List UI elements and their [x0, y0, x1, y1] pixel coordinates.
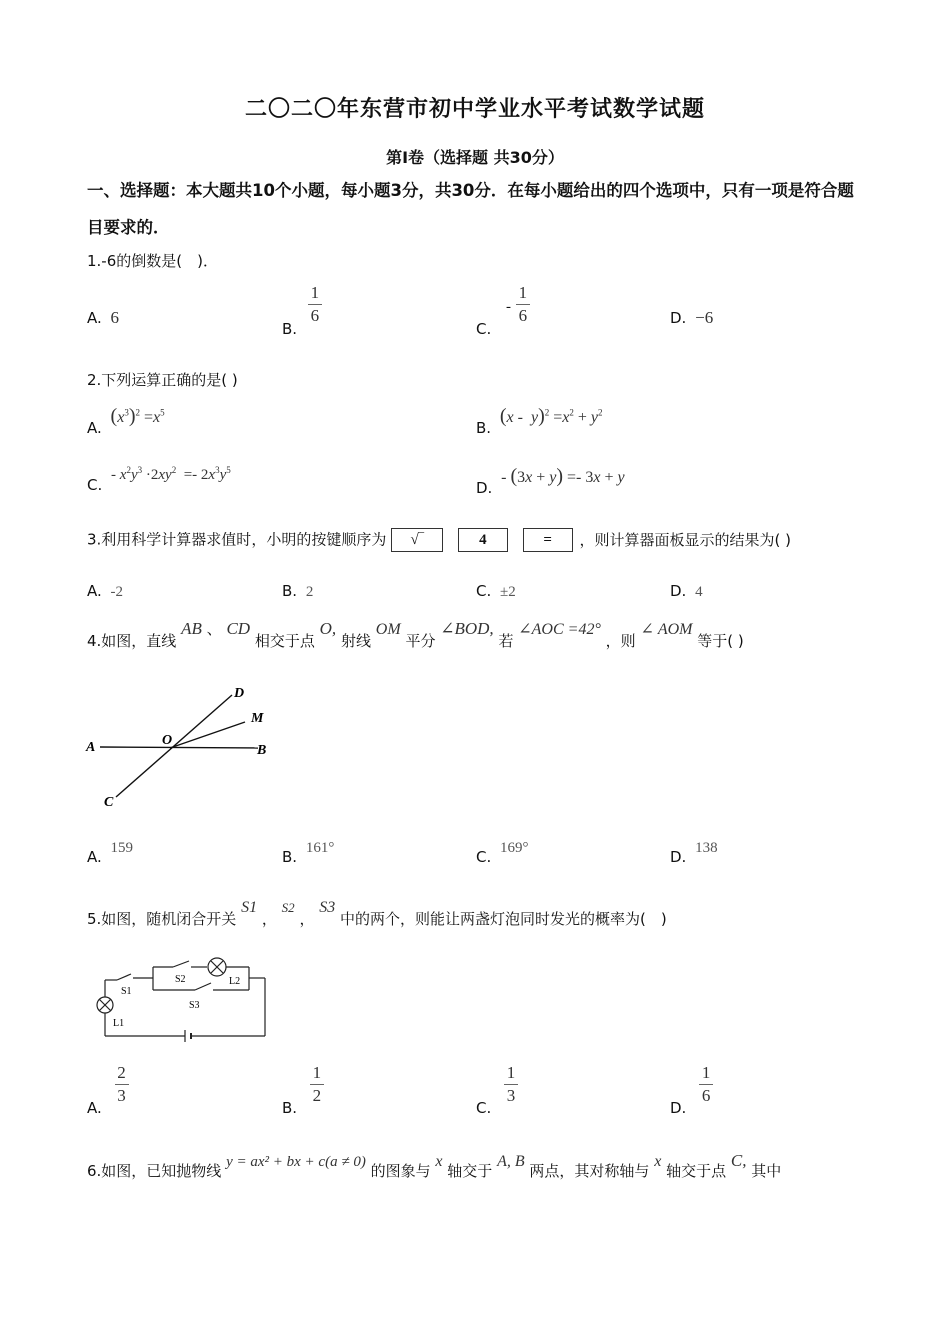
stem-text: 中的两个，则能让两盏灯泡同时发光的概率为( ): [340, 910, 667, 928]
numerator: 1: [310, 283, 320, 302]
option-label: D.: [670, 848, 687, 866]
fraction-bar: [115, 1084, 129, 1085]
line-ab: AB: [181, 619, 202, 638]
q2-option-b-expression: $(x - y)^2 =x^2 + y^2$: [499, 405, 603, 427]
option-label: C.: [476, 848, 492, 866]
equals-key: =: [523, 528, 573, 552]
q5-option-b: [282, 1063, 324, 1117]
label-s2: S2: [175, 974, 186, 985]
four-key: 4: [458, 528, 508, 552]
q2-option-c-expression: - $x^2y^3 \cdot 2xy^2 =- 2x^3y^5$: [111, 465, 231, 483]
numerator: 1: [701, 1063, 711, 1082]
option-fraction: [699, 1064, 713, 1105]
stem-text: 其中: [751, 1162, 782, 1180]
option-label: B.: [476, 419, 492, 437]
q3-stem-after: ，则计算器面板显示的结果为( ): [579, 530, 791, 549]
denominator: 6: [518, 305, 528, 325]
stem-text: 轴交于点: [666, 1162, 727, 1180]
q1-option-c-fraction: [516, 284, 530, 325]
fraction-bar: [308, 304, 322, 305]
option-label: C.: [87, 476, 103, 494]
option-label: D.: [476, 479, 493, 497]
point-o: O,: [319, 619, 337, 638]
stem-text: 、: [206, 620, 222, 638]
label-s3: S3: [189, 1000, 200, 1011]
question-4-stem: [87, 618, 744, 650]
option-label: D.: [670, 582, 687, 600]
option-label: B.: [282, 1098, 298, 1117]
option-value: ±2: [500, 584, 516, 600]
option-label: A.: [87, 309, 102, 327]
denominator: 3: [506, 1085, 516, 1105]
denominator: 2: [312, 1085, 322, 1105]
q1-option-b: [282, 283, 322, 338]
option-value: 2: [305, 584, 314, 600]
option-fraction: [115, 1064, 129, 1105]
x-axis: x: [654, 1153, 662, 1170]
question-2-stem: 2.下列运算正确的是( ): [87, 371, 238, 389]
parabola-equation: y = ax² + bx + c(a ≠ 0): [226, 1154, 366, 1170]
q1-option-c: [476, 283, 530, 338]
fraction-bar: [504, 1084, 518, 1085]
q1-option-b-fraction: [308, 284, 322, 325]
stem-text: 等于( ): [697, 632, 744, 650]
denominator: 6: [701, 1085, 711, 1105]
q4-option-b: [282, 840, 335, 867]
fraction-bar: [699, 1084, 713, 1085]
section-heading: 一、选择题：本大题共10个小题，每小题3分，共30分．在每小题给出的四个选项中，只有一项是符合题目要求的．: [87, 181, 854, 237]
q2-option-b: [476, 405, 603, 437]
label-o: O: [162, 733, 173, 748]
stem-text: ，: [261, 910, 277, 928]
ray-om-stroke: [170, 722, 245, 748]
circuit-figure: [85, 950, 275, 1045]
denominator: 6: [310, 305, 320, 325]
q2-option-a: [87, 405, 165, 437]
stem-text: 5.如图，随机闭合开关: [87, 910, 237, 928]
option-label: A.: [87, 582, 102, 600]
label-d: D: [234, 686, 245, 701]
question-3-stem: [87, 528, 791, 552]
q5-option-d: [670, 1063, 713, 1117]
option-fraction: [504, 1064, 518, 1105]
option-value: 169°: [500, 840, 529, 856]
switch-s2-blade: [173, 961, 189, 967]
label-l1: L1: [113, 1018, 125, 1029]
option-label: A.: [87, 1098, 102, 1117]
q3-option-d: [670, 582, 703, 601]
stem-text: 若: [498, 632, 514, 650]
q2-option-c: [87, 465, 231, 494]
angle-figure: [80, 680, 290, 810]
switch-s1-blade: [117, 974, 131, 980]
numerator: 2: [117, 1063, 126, 1082]
option-value: 159: [110, 840, 134, 856]
option-label: A.: [87, 419, 102, 437]
label-b: B: [257, 743, 267, 758]
q5-option-a: [87, 1063, 129, 1117]
x-axis: x: [435, 1153, 443, 1170]
option-label: C.: [476, 1098, 492, 1117]
label-l2: L2: [229, 976, 241, 987]
q1-option-d-value: −6: [695, 308, 714, 327]
line-cd: CD: [226, 619, 251, 638]
option-label: D.: [670, 309, 687, 327]
numerator: 1: [518, 283, 528, 302]
label-c: C: [104, 795, 114, 810]
stem-text: 相交于点: [254, 632, 315, 650]
sqrt-key: √‾: [391, 528, 443, 552]
stem-text: 4.如图，直线: [87, 632, 177, 650]
numerator: 1: [506, 1063, 516, 1082]
q4-option-d: [670, 840, 718, 867]
fraction-bar: [516, 304, 530, 305]
label-a: A: [86, 740, 96, 755]
switch-s2: S2: [281, 900, 295, 915]
stem-text: ，: [299, 910, 315, 928]
stem-text: 的图象与: [370, 1162, 431, 1180]
angle-aoc: ∠AOC =42°: [518, 621, 601, 638]
option-label: B.: [282, 582, 298, 600]
angle-aom: ∠ AOM: [640, 621, 693, 638]
q1-option-a: [87, 308, 119, 328]
section-subtitle: 第Ⅰ卷（选择题 共30分）: [386, 148, 564, 167]
question-5-stem: [87, 896, 667, 928]
minus-sign: -: [506, 298, 512, 315]
q4-option-c: [476, 840, 529, 867]
fraction-bar: [310, 1084, 324, 1085]
q3-option-b: [282, 582, 313, 601]
line-ab-stroke: [100, 747, 258, 748]
option-value: 138: [695, 840, 718, 856]
q1-option-d: [670, 308, 713, 328]
q3-option-c: [476, 582, 516, 601]
denominator: 3: [117, 1085, 126, 1105]
stem-text: ，则: [605, 632, 636, 650]
option-label: A.: [87, 848, 102, 866]
stem-text: 平分: [405, 632, 436, 650]
stem-text: 轴交于: [447, 1162, 493, 1180]
question-6-stem: [87, 1150, 782, 1180]
points-ab: A, B: [497, 1153, 525, 1170]
question-1-stem: 1.-6的倒数是( )．: [87, 252, 218, 270]
stem-text: 射线: [340, 632, 371, 650]
point-c: C,: [730, 1151, 747, 1170]
option-value: 161°: [305, 840, 335, 856]
q4-option-a: [87, 840, 134, 867]
q3-option-a: [87, 582, 123, 601]
option-fraction: [310, 1064, 324, 1105]
option-label: D.: [670, 1098, 687, 1117]
switch-s1: S1: [241, 899, 258, 916]
ray-om: OM: [375, 621, 401, 638]
option-label: C.: [476, 319, 492, 338]
option-value: -2: [110, 584, 124, 600]
stem-text: 两点，其对称轴与: [529, 1162, 650, 1180]
switch-s3-blade: [195, 983, 211, 990]
switch-s3: S3: [319, 899, 336, 916]
stem-text: 6.如图，已知抛物线: [87, 1162, 222, 1180]
q2-option-a-expression: $(x^3)^2 =x^5$: [110, 405, 165, 427]
q1-option-a-value: 6: [110, 308, 120, 327]
angle-bod: ∠BOD,: [440, 619, 494, 638]
option-label: B.: [282, 319, 298, 338]
option-value: 4: [695, 584, 703, 600]
label-m: M: [251, 711, 264, 726]
q5-option-c: [476, 1063, 518, 1117]
q3-stem-before: 3.利用科学计算器求值时，小明的按键顺序为: [87, 530, 387, 549]
q2-option-d: [476, 465, 625, 497]
page-title: 二〇二〇年东营市初中学业水平考试数学试题: [244, 97, 705, 122]
q2-option-d-expression: - (3x + y) =- 3x + y: [501, 465, 625, 487]
option-label: B.: [282, 848, 298, 866]
numerator: 1: [312, 1063, 322, 1082]
option-label: C.: [476, 582, 492, 600]
label-s1: S1: [121, 986, 132, 997]
